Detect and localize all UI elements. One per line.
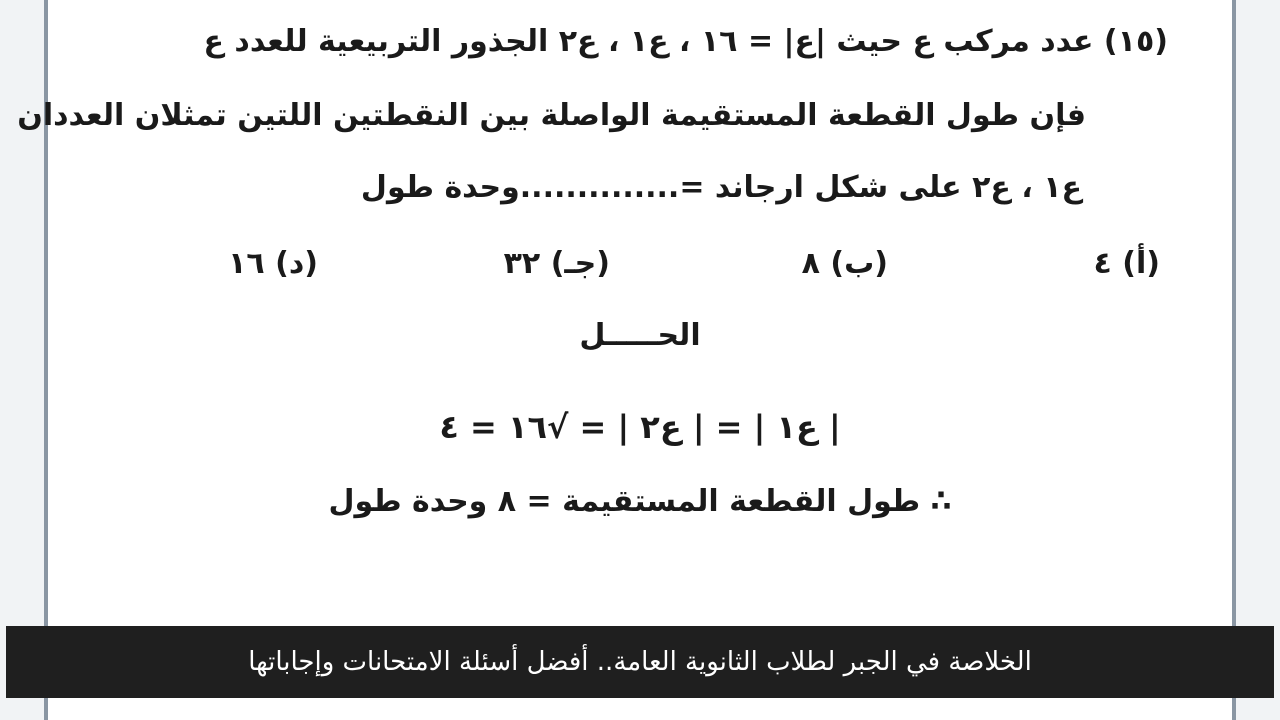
question-line-1: (١٥) عدد مركب ع حيث |ع| = ١٦ ، ع١ ، ع٢ الجذور التربيعية للعدد ع bbox=[203, 24, 1168, 59]
option-c: (جـ) ٣٢ bbox=[503, 246, 610, 281]
question-line-2: فإن طول القطعة المستقيمة الواصلة بين النقطتين اللتين تمثلان العددان bbox=[17, 98, 1086, 133]
solution-title: الحـــــل bbox=[579, 318, 701, 353]
option-b: (ب) ٨ bbox=[801, 246, 888, 281]
document-page bbox=[17, 0, 1236, 720]
caption-bar bbox=[6, 626, 1274, 698]
caption-text: الخلاصة في الجبر لطلاب الثانوية العامة.. أفضل أسئلة الامتحانات وإجاباتها bbox=[248, 647, 1032, 677]
question-line-3: ع١ ، ع٢ على شكل ارجاند =..............وحدة طول bbox=[360, 170, 1082, 205]
option-a: (أ) ٤ bbox=[1093, 246, 1160, 281]
solution-equation: | ع١ | = | ع٢ | = √١٦ = ٤ bbox=[439, 408, 841, 446]
option-d: (د) ١٦ bbox=[228, 246, 318, 281]
solution-result: ∴ طول القطعة المستقيمة = ٨ وحدة طول bbox=[328, 484, 952, 519]
right-margin bbox=[1236, 0, 1280, 720]
